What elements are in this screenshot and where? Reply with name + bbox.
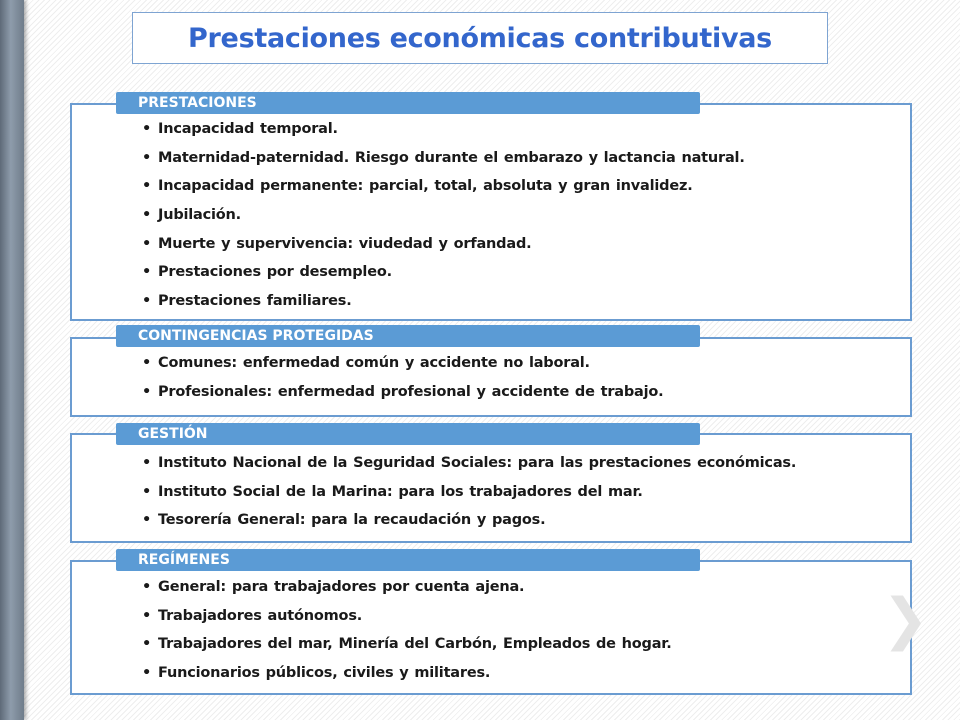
section-contingencias [70,337,912,417]
chevron-right-icon[interactable]: ❯ [882,587,929,652]
section-header-prestaciones: PRESTACIONES [116,92,700,114]
list-item: • Incapacidad permanente: parcial, total, absoluta y gran invalidez. [142,178,693,195]
bullet-icon: • [142,607,152,624]
list-item: • Trabajadores autónomos. [142,607,363,624]
list-item: • Trabajadores del mar, Minería del Carbón, Empleados de hogar. [142,636,672,652]
bullet-list-contingencias [72,355,910,413]
bullet-icon: • [142,207,152,224]
section-regimenes [70,560,912,695]
list-item: • Funcionarios públicos, civiles y militares. [142,664,491,681]
bullet-icon: • [142,384,152,400]
bullet-list-prestaciones [72,121,910,322]
section-gestion [70,433,912,543]
list-item: • Muerte y supervivencia: viudedad y orfandad. [142,235,532,252]
bullet-icon: • [142,178,152,195]
bullet-list-gestion [72,455,910,541]
list-item: • Maternidad-paternidad. Riesgo durante el embarazo y lactancia natural. [142,149,745,166]
list-item: • Jubilación. [142,207,241,224]
section-header-gestion: GESTIÓN [116,423,700,445]
bullet-icon: • [142,483,152,500]
bullet-icon: • [142,455,152,471]
list-item: • Tesorería General: para la recaudación y pagos. [142,512,546,528]
list-item: • Instituto Nacional de la Seguridad Sociales: para las prestaciones económicas. [142,455,797,471]
bullet-list-regimenes [72,579,910,693]
bullet-icon: • [142,636,152,652]
section-prestaciones [70,103,912,321]
section-header-regimenes: REGÍMENES [116,549,700,571]
bullet-icon: • [142,664,152,681]
bullet-icon: • [142,355,152,371]
bullet-icon: • [142,149,152,166]
bullet-icon: • [142,264,152,281]
title-box [132,12,828,64]
section-header-contingencias: CONTINGENCIAS PROTEGIDAS [116,325,700,347]
bullet-icon: • [142,579,152,595]
bullet-icon: • [142,235,152,252]
slide-title: Prestaciones económicas contributivas [188,22,772,54]
list-item: • General: para trabajadores por cuenta ajena. [142,579,525,595]
bullet-icon: • [142,293,152,310]
list-item: • Prestaciones por desempleo. [142,264,392,281]
bullet-icon: • [142,121,152,137]
bullet-icon: • [142,512,152,528]
list-item: • Incapacidad temporal. [142,121,338,137]
list-item: • Comunes: enfermedad común y accidente no laboral. [142,355,590,371]
list-item: • Instituto Social de la Marina: para los trabajadores del mar. [142,483,643,500]
left-decorative-bar [0,0,24,720]
list-item: • Prestaciones familiares. [142,293,352,310]
list-item: • Profesionales: enfermedad profesional y accidente de trabajo. [142,384,664,400]
